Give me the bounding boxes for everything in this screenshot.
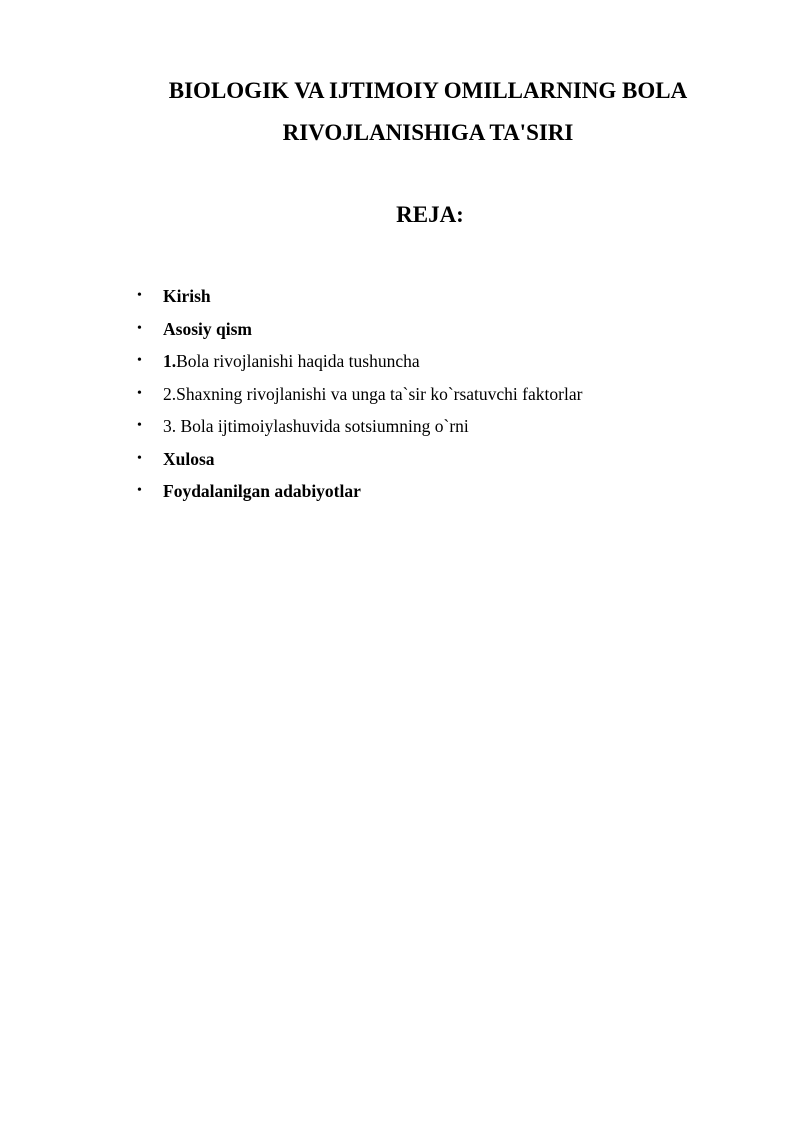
bullet-icon: • (137, 385, 142, 401)
plan-item-label: Xulosa (163, 448, 215, 469)
plan-item-number: 1. (163, 351, 177, 371)
plan-item-label: 2.Shaxning rivojlanishi va unga ta`sir ko`rsatuvchi faktorlar (163, 383, 583, 404)
bullet-icon: • (137, 320, 142, 336)
bullet-icon: • (137, 450, 142, 466)
plan-item-label: Kirish (163, 286, 211, 306)
bullet-icon: • (137, 418, 142, 433)
plan-item-label: Asosiy qism (163, 318, 252, 339)
bullet-icon: • (137, 353, 142, 368)
document-title-line-2: RIVOJLANISHIGA TA'SIRI (282, 120, 574, 145)
document-title-line-1: BIOLOGIK VA IJTIMOIY OMILLARNING BOLA (168, 78, 688, 103)
bullet-icon: • (137, 288, 142, 303)
plan-item-label: 3. Bola ijtimoiylashuvida sotsiumning o`rni (163, 416, 469, 436)
plan-item-label: Foydalanilgan adabiyotlar (163, 481, 361, 501)
plan-item-label: Bola rivojlanishi haqida tushuncha (176, 351, 420, 371)
plan-heading: REJA: (396, 202, 464, 227)
plan-item-label-wrapper (163, 345, 420, 378)
bullet-icon: • (137, 483, 142, 498)
